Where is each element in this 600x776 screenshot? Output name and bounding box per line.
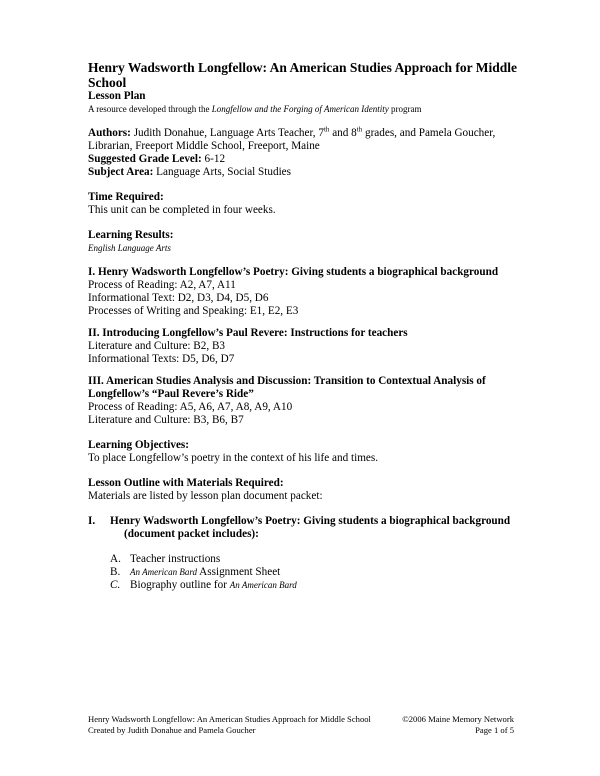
page-number: Page 1 of 5 [475,725,514,735]
page-footer [88,714,514,736]
subject-area: Subject Area: Language Arts, Social Studies [88,166,292,178]
outline-item: I. Henry Wadsworth Longfellow’s Poetry: Giving students a biographical background (document packet includes): [88,515,511,540]
resource-note: A resource developed through the Longfellow and the Forging of American Identity program [88,104,422,114]
learning-results-subject: English Language Arts [88,243,171,253]
list-item: A. Teacher instructions [110,553,221,565]
section-line: Processes of Writing and Speaking: E1, E2, E3 [88,305,299,317]
section-heading: II. Introducing Longfellow’s Paul Revere: Instructions for teachers [88,327,408,339]
outline-heading: Lesson Outline with Materials Required: [88,477,284,489]
document-subtitle: Lesson Plan [88,90,146,102]
time-text: This unit can be completed in four weeks. [88,204,276,216]
footer-authors: Created by Judith Donahue and Pamela Goucher [88,725,256,735]
objectives-heading: Learning Objectives: [88,439,189,451]
section-line: Literature and Culture: B3, B6, B7 [88,414,244,426]
learning-results-heading: Learning Results: [88,229,174,241]
section-line: Process of Reading: A2, A7, A11 [88,279,236,291]
footer-title: Henry Wadsworth Longfellow: An American Studies Approach for Middle School [88,714,371,724]
authors-line: Authors: Judith Donahue, Language Arts Teacher, 7th and 8th grades, and Pamela Goucher, Librarian, Freeport Middle School, Freeport, Maine [88,125,496,152]
section-line: Literature and Culture: B2, B3 [88,340,226,352]
list-item: C. Biography outline for An American Bard [110,579,297,591]
section-line: Process of Reading: A5, A6, A7, A8, A9, A10 [88,401,293,413]
outline-subitems [88,553,528,592]
section-heading: I. Henry Wadsworth Longfellow’s Poetry: Giving students a biographical background [88,266,499,278]
objectives-text: To place Longfellow’s poetry in the context of his life and times. [88,452,379,464]
document-page [88,60,528,592]
outline-item-note: (document packet includes): [124,528,259,540]
list-item: B. An American Bard Assignment Sheet [110,566,281,578]
section-heading: III. American Studies Analysis and Discussion: Transition to Contextual Analysis of Longfellow’s “Paul Revere’s Ride” [88,375,486,400]
grade-level: Suggested Grade Level: 6-12 [88,153,226,165]
outline-text: Materials are listed by lesson plan document packet: [88,490,323,502]
time-heading: Time Required: [88,191,164,203]
section-line: Informational Text: D2, D3, D4, D5, D6 [88,292,269,304]
footer-copyright: ©2006 Maine Memory Network [402,714,514,724]
document-title: Henry Wadsworth Longfellow: An American Studies Approach for Middle School [88,60,518,90]
section-line: Informational Texts: D5, D6, D7 [88,353,235,365]
